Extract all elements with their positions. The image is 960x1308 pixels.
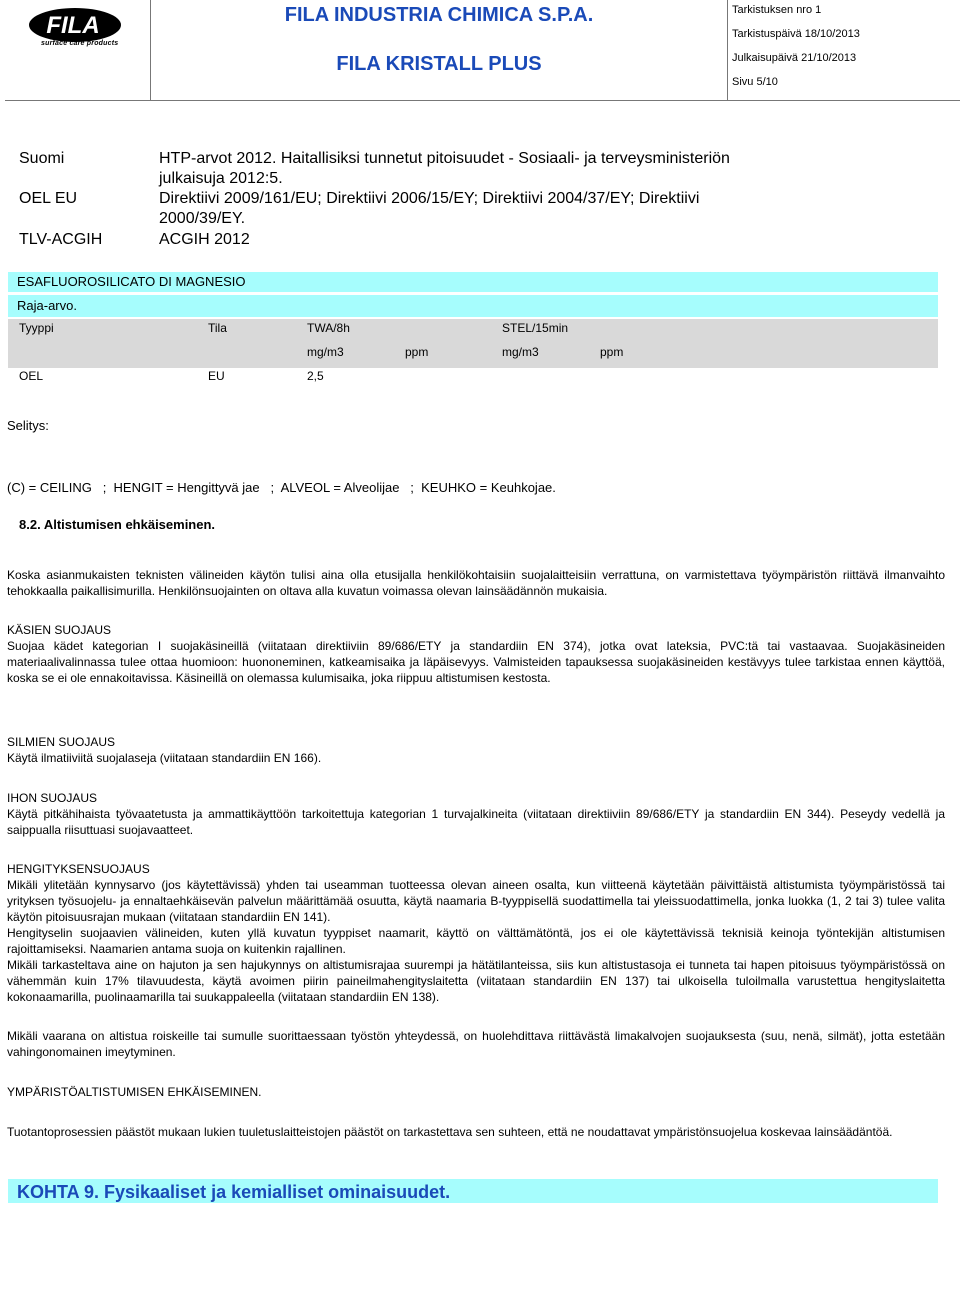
hands-text: Suojaa kädet kategorian I suojakäsineillä (viitataan direktiiviin 89/686/ETY ja standardiin EN 374), jotka ovat lateksia, PVC:tä tai vastaavaa. Suojakäsineiden materiaalivalinnassa tulee ottaa huomioon: huononeminen, katkeamisaika ja läpäisevyys. Valmisteiden tapauksessa suojakäsineiden kestävyys tulee tarkistaa ennen käyttöä, koska se ei ole ennakoitavissa. Käsineillä on olemassa kulumisaika, joka riippuu altistumisen kestosta.: [7, 639, 945, 685]
page-number: Sivu 5/10: [732, 76, 778, 88]
limit-table-header: [8, 319, 938, 368]
regulation-text: 2000/39/EY.: [159, 210, 246, 227]
col-header-type: Tyyppi: [19, 321, 54, 335]
hands-title: KÄSIEN SUOJAUS: [7, 623, 112, 637]
eyes-text: Käytä ilmatiiviitä suojalaseja (viitataan standardiin EN 166).: [7, 751, 322, 765]
respiratory-text-3: Mikäli tarkasteltava aine on hajuton ja sen hajukynnys on altistumisrajaa suurempi ja hätätilanteissa, siis kun altistustasoja ei tunneta tai hapen pitoisuus työympäristössä on vähemmän kuin 17% tilavuudesta, käytä avoimen piirin paineilmahengityslaitetta (viitataan standardiin EN 137) tai ulkoisella tuloilmalla varustettua hengityslaitetta kokonaamarilla, puolinaamarilla tai suukappaleella (viitataan standardiin EN 138).: [7, 958, 945, 1004]
limit-title: Raja-arvo.: [17, 298, 77, 313]
company-name: FILA INDUSTRIA CHIMICA S.P.A.: [284, 4, 594, 26]
respiratory-title: HENGITYKSENSUOJAUS: [7, 862, 150, 876]
legend-text: (C) = CEILING ; HENGIT = Hengittyvä jae ; ALVEOL = Alveolijae ; KEUHKO = Keuhkojae.: [7, 480, 556, 495]
regulation-text: Direktiivi 2009/161/EU; Direktiivi 2006/15/EY; Direktiivi 2004/37/EY; Direktiivi: [159, 190, 700, 207]
respiratory-text-2: Hengityselin suojaavien välineiden, kuten yllä kuvatun tyyppiset naamarit, käyttö on välttämätöntä, jos ei ole käytettävissä teknisiä keinoja työntekijän altistumisen rajoittamiseksi. Naamarien antama suoja on kuitenkin rajallinen.: [7, 926, 945, 956]
respiratory-text-4: Mikäli vaarana on altistua roiskeille tai sumulle suorittaessaan työstön yhteydessä, on huolehdittava riittävästä limakalvojen suojauksesta (suu, nenä, silmät), jotta estetään vahingonomainen imeytyminen.: [7, 1029, 945, 1059]
next-section-title: KOHTA 9. Fysikaaliset ja kemialliset ominaisuudet.: [17, 1182, 451, 1202]
regulation-code: TLV-ACGIH: [19, 231, 103, 248]
respiratory-text-1: Mikäli ylitetään kynnysarvo (jos käytettävissä) yhden tai useamman tuotteessa olevan aineen osalta, kun viitteenä käytetään päivittäistä altistumista työympäristössä tai yrityksen työsuojelu- ja ennaltaehkäisevän palvelun määrittämää osuutta, käytä naamaria B-tyyppisellä suodattimella tai yleissuodattimella, jonka luokka (1, 2 tai 3) tulee valita käytön pitoisuusrajan mukaan (viitataan standardiin EN 141).: [7, 878, 945, 924]
legend-label: Selitys:: [7, 418, 49, 433]
row-state: EU: [208, 369, 225, 383]
regulation-text: HTP-arvot 2012. Haitallisiksi tunnetut pitoisuudet - Sosiaali- ja terveysministeriön: [159, 150, 730, 167]
skin-section: [7, 790, 945, 838]
unit-stel-ppm: ppm: [600, 345, 624, 359]
intro-paragraph: Koska asianmukaisten teknisten välineiden käytön tulisi aina olla etusijalla henkilökohtaisiin suojalaitteisiin verrattuna, on varmistettava työympäristön riittävä ilmanvaihto tehokkaalla paikallisimurilla. Henkilönsuojainten on oltava alla kuvatun voimassa olevan lainsäädännön mukaisia.: [7, 568, 945, 598]
substance-banner: [8, 272, 938, 292]
skin-title: IHON SUOJAUS: [7, 791, 98, 805]
section-title: 8.2. Altistumisen ehkäiseminen.: [19, 517, 216, 532]
respiratory-section: [7, 861, 945, 1005]
logo-subtitle: surface care products: [41, 40, 119, 47]
eyes-section: [7, 734, 945, 766]
environment-title: YMPÄRISTÖALTISTUMISEN EHKÄISEMINEN.: [7, 1085, 262, 1099]
row-type: OEL: [19, 369, 44, 383]
logo-area: [5, 0, 151, 100]
hands-section: [7, 622, 945, 686]
revision-date: Tarkistuspäivä 18/10/2013: [732, 28, 860, 40]
col-header-stel: STEL/15min: [502, 321, 569, 335]
regulation-text: julkaisuja 2012:5.: [159, 170, 283, 187]
limit-banner: [8, 295, 938, 317]
substance-name: ESAFLUOROSILICATO DI MAGNESIO: [17, 274, 246, 289]
unit-twa-ppm: ppm: [405, 345, 429, 359]
regulation-code: OEL EU: [19, 190, 78, 207]
col-header-state: Tila: [208, 321, 227, 335]
regulation-code: Suomi: [19, 150, 65, 167]
document-meta: [727, 0, 960, 100]
release-date: Julkaisupäivä 21/10/2013: [732, 52, 857, 64]
regulation-text: ACGIH 2012: [159, 231, 250, 248]
revision-number: Tarkistuksen nro 1: [732, 4, 822, 16]
environment-text: Tuotantoprosessien päästöt mukaan lukien tuuletuslaitteistojen päästöt on tarkastettava sen suhteen, että ne noudattavat ympäristönsuojelua koskevaa lainsäädäntöä.: [7, 1125, 893, 1139]
unit-stel-mg: mg/m3: [502, 345, 539, 359]
product-name: FILA KRISTALL PLUS: [336, 53, 542, 75]
skin-text: Käytä pitkähihaista työvaatetusta ja ammattikäyttöön tarkoitettuja kategorian 1 turvajalkineita (viitataan direktiiviin 89/686/ETY ja standardiin EN 344). Peseydy vedellä ja saippualla riisuttuasi suojavaatteet.: [7, 807, 945, 837]
document-header: [5, 0, 960, 100]
logo-text: FILA: [46, 12, 100, 39]
header-divider: [5, 100, 960, 101]
col-header-twa: TWA/8h: [307, 321, 350, 335]
row-twa-mg: 2,5: [307, 369, 324, 383]
next-section-banner: [8, 1179, 938, 1203]
fila-logo-icon: [29, 8, 121, 42]
unit-twa-mg: mg/m3: [307, 345, 344, 359]
eyes-title: SILMIEN SUOJAUS: [7, 735, 116, 749]
